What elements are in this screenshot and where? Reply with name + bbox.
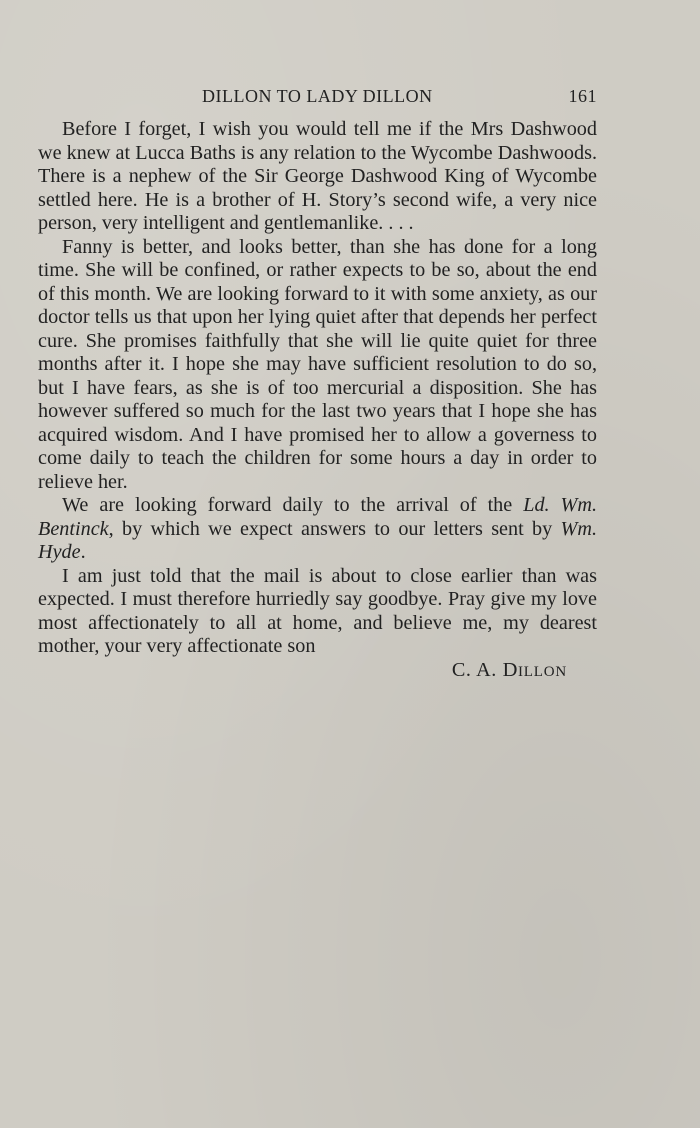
signature-surname-rest: ILLON [518, 663, 567, 680]
person-name: Wm. Hyde [38, 517, 597, 563]
letter-body [38, 118, 597, 684]
signature [38, 659, 597, 685]
signature-surname-initial: D [502, 658, 518, 681]
paragraph-text: . [80, 541, 86, 563]
paragraph: Fanny is better, and looks better, than she has done for a long time. She will be confined, or rather expects to be so, about the end of this month. We are looking forward to it with some anxiety, as our doctor tells us that upon her lying quiet after that depends her perfect cure. She promises faithfully that she will lie quite quiet for three months after it. I hope she may have sufficient resolution to do so, but I have fears, as she is of too mercurial a disposition. She has however suffered so much for the last two years that I hope she has acquired wisdom. And I have promised her to allow a governess to come daily to teach the children for some hours a day in order to relieve her. [38, 235, 597, 493]
paragraph: I am just told that the mail is about to close earlier than was expected. I must therefore hurriedly say goodbye. Pray give my love most affectionately to all at home, and believe me, my dearest mother, your very affectionate son [38, 564, 597, 657]
paragraph [38, 494, 597, 565]
page-number: 161 [568, 86, 597, 106]
running-title: DILLON TO LADY DILLON [202, 86, 433, 106]
ship-name: Ld. Wm. Bentinck [38, 494, 597, 540]
paragraph-text: , by which we expect answers to our letters sent by [108, 517, 561, 540]
running-head [38, 82, 597, 112]
book-page [38, 82, 597, 684]
signature-initials: C. A. [451, 658, 497, 681]
paragraph: Before I forget, I wish you would tell me if the Mrs Dashwood we knew at Lucca Baths is any relation to the Wycombe Dashwoods. There is a nephew of the Sir George Dashwood King of Wycombe settled here. He is a brother of H. Story’s second wife, a very nice person, very intelligent and gentlemanlike. . . . [38, 118, 597, 234]
paragraph-text: We are looking forward daily to the arrival of the [62, 494, 524, 516]
